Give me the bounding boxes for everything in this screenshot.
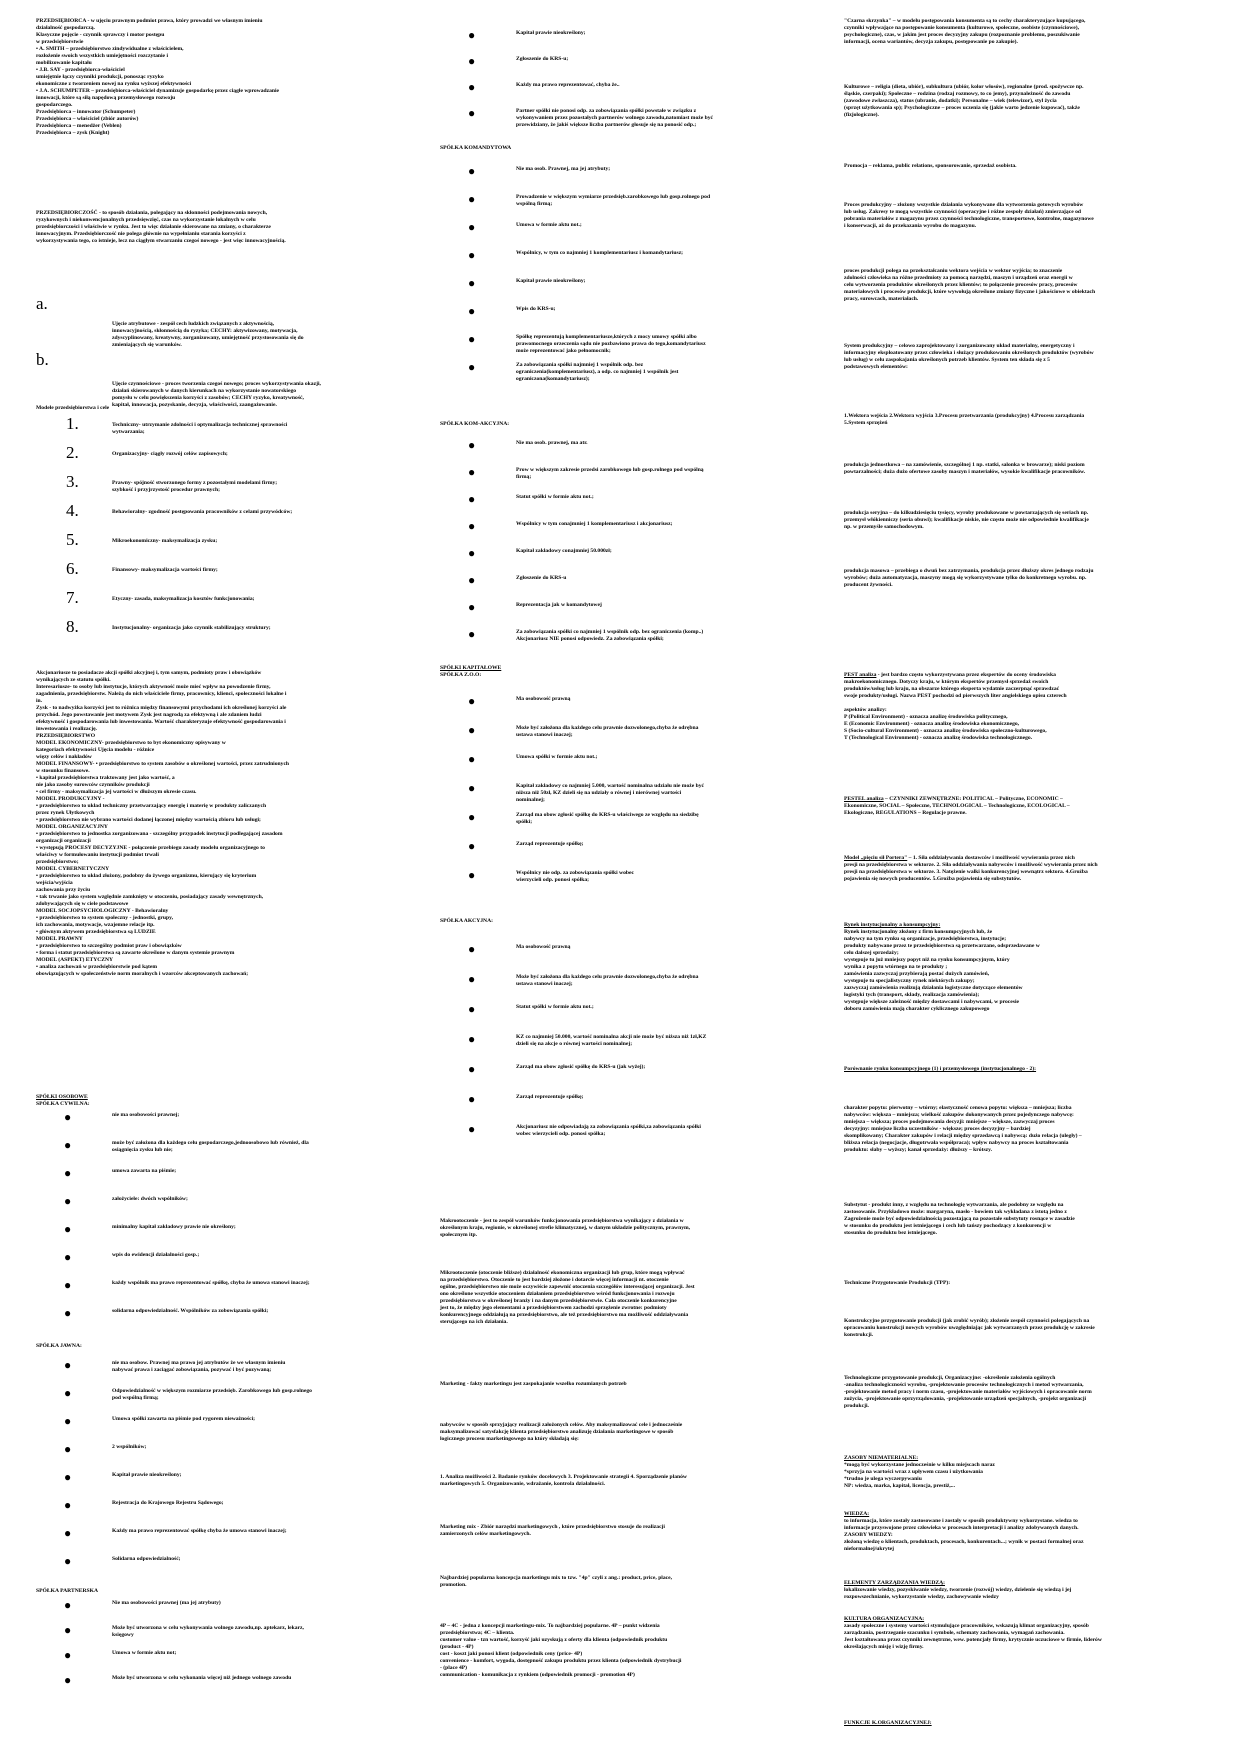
list-item-text: Statut spółki w formie aktu not.; xyxy=(516,494,594,500)
models-goals-list xyxy=(36,416,394,648)
list-item-text: Zarząd ma obow zgłosić spółkę do KRS-u (jak wyżej); xyxy=(516,1064,646,1070)
list-number: 7. xyxy=(66,588,79,607)
list-item-text: minimalny kapitał zakładowy prawie nie określony; xyxy=(112,1224,236,1230)
list-item-text: Zgłoszenie do KRS-u; xyxy=(516,56,569,62)
list-item-text: KZ co najmniej 50.000, wartość nominalna akcji nie może być niższa niż 1zł,KZ dzieli się na akcje o równej wartości nominalnej; xyxy=(516,1034,707,1047)
zasoby-heading: ZASOBY NIEMATERIALNE: xyxy=(844,1455,919,1461)
list-item xyxy=(36,1528,394,1556)
list-item-text: 2 wspólników; xyxy=(112,1444,147,1450)
list-item xyxy=(440,334,802,362)
bullet-icon: ● xyxy=(468,1032,476,1046)
list-item-text: Zarząd reprezentuje spółkę; xyxy=(516,1094,584,1100)
bullet-icon: ● xyxy=(64,1358,72,1372)
spolki-osobowe-heading: SPÓŁKI OSOBOWE xyxy=(36,1094,88,1100)
column-middle xyxy=(440,0,802,1754)
list-item xyxy=(440,56,802,82)
wiedza-body: to informacja, które zostały zastosowane i zostały w sposób produktywny wykorzystane. wiedza to informacje przyswojone przez człowieka w procesach interpretacji i analizy zdobywanych danych. ZASOBY WIEDZY: złożoną wiedzę o klientach, produktach, procesach, konkurentach...; wynik w postaci formalnej oraz nieformalnej/ukrytej xyxy=(844,1518,1084,1552)
pest-analysis xyxy=(844,672,1202,742)
bullet-icon: ● xyxy=(468,519,476,533)
bullet-icon: ● xyxy=(468,438,476,452)
bullet-icon: ● xyxy=(468,627,476,641)
bullet-icon: ● xyxy=(468,276,476,290)
czynniki-kulturowe-text: Kulturowe – religia (dieta, ubiór), subkultura (ubiór, kolor włosów), regionalne (prod. spożywcze np. śląskie, czerpaki); Społeczne – rodzina (rodzaj rozmowy, to co jemy), przynależność do zawodu (zawodowe zwłaszcza), status (ubranie, dodatki); Personalne – wiek (telewizor), styl życia (sprzęt użytkowania sp); Psychologiczne – proces uczenia się (jakie warto jedzenie kupować), także (fizjologiczne). xyxy=(844,84,1084,118)
list-item-text: solidarna odpowiedzialność. Wspólników za zobowiązania spółki; xyxy=(112,1308,269,1314)
list-item-text: Ma osobowość prawną xyxy=(516,944,571,950)
list-item xyxy=(440,194,802,222)
spolka-cywilna-heading: SPÓŁKA CYWILNA: xyxy=(36,1101,90,1107)
spolki-kapitalowe-heading: SPÓŁKI KAPITAŁOWE xyxy=(440,665,502,671)
kultura-heading: KULTURA ORGANIZACYJNA: xyxy=(844,1616,925,1622)
list-item-text: Solidarna odpowiedzialność; xyxy=(112,1556,181,1562)
models-goal-item xyxy=(36,619,394,648)
ujecie-czynnosciowe-text: Ujęcie czynnościowe - proces tworzenia czegoś nowego; proces wykorzystywania okazji, działań skierowanych w danych kierunkach na wykorzystanie nowatorskiego pomysłu w celu powiększenia korzyści z zasobów; CECHY ryzyko, kreatywność, kapitał, innowacja, pozyskanie, decyzja, właściwości, zaangażowanie. xyxy=(112,381,321,408)
elementy-body: lokalizowanie wiedzy, pozyskiwanie wiedzy, tworzenie (rozwój) wiedzy, dzielenie się wiedzą i jej rozpowszechnianie, wykorzystanie wiedzy, zachowywanie wiedzy xyxy=(844,1587,1072,1600)
list-item xyxy=(440,108,802,134)
list-item xyxy=(440,602,802,629)
list-item xyxy=(440,725,802,754)
list-item-text: Zarząd ma obow zgłosić spółkę do KRS-u właściwego ze względu na siedzibę spółki; xyxy=(516,812,699,825)
list-item xyxy=(36,1112,394,1140)
list-item-text: Odpowiedzialność w większym rozmiarze przedsięb. Zarobkowego lub gosp.rolnego pod wspólną firmą; xyxy=(112,1388,312,1401)
list-item xyxy=(440,1004,802,1034)
list-item xyxy=(440,1034,802,1064)
elementy-heading: ELEMENTY ZARZĄDZANIA WIEDZĄ: xyxy=(844,1580,946,1586)
system-elementy-text: 1.Wektora wejścia 2.Wektora wyjścia 3.Procesu przetwarzania (produkcyjny) 4.Procesu zarządzania 5.System sprzężeń xyxy=(844,413,1085,426)
list-item-text: Za zobowiązania spółki co najmniej 1 wspólnik odp. bez ograniczenia (komp..) Akcjonariusz NIE ponosi odpowiedz. Za zobowiązania spółki; xyxy=(516,629,704,642)
zasoby-body: *mogą być wykorzystane jednocześnie w kilku miejscach naraz *sprzyja na wartości wraz z upływem czasu i użytkowania *trudno je ulega wyczerpywaniu NP: wiedza, marka, kapitał, licencja, prestiż,... xyxy=(844,1462,995,1489)
list-item xyxy=(36,1416,394,1444)
column-right xyxy=(844,0,1202,1754)
list-number: 3. xyxy=(66,472,79,491)
bullet-icon: ● xyxy=(468,1062,476,1076)
bullet-icon: ● xyxy=(468,332,476,346)
models-goal-text: Techniczny- utrzymanie zdolności i optymalizacja technicznej sprawności wytwarzania; xyxy=(112,422,288,435)
bullet-icon: ● xyxy=(64,1498,72,1512)
spolka-jawna-list xyxy=(36,1360,394,1584)
list-item-text: Ma osobowość prawną xyxy=(516,696,571,702)
bullet-icon: ● xyxy=(468,972,476,986)
list-item-text: Kapitał zakładowy co najmniej 5.000, wartość nominalna udziału nie może być niższa niż 50zł, KZ dzieli się na udziały o równej i nierównej wartości nominalnej; xyxy=(516,783,705,803)
bullet-icon: ● xyxy=(468,80,476,94)
bullet-icon: ● xyxy=(64,1110,72,1124)
list-item xyxy=(440,548,802,575)
list-item-text: Nie ma osobowości prawnej (ma jej atrybuty) xyxy=(112,1600,221,1606)
four-p-four-c-text: 4P – 4C - jedna z koncepcji marketingu-mix. To najbardziej popularne. 4P – punkt widzenia przedsiębiorstwa; 4C – klienta. customer value - tzn wartość, korzyść jaki uzyskują z oferty dla klienta (odpowiednik produktu (product - 4P) cost - koszt jaki ponosi klient (odpowiednik ceny (price- 4P) convenience - komfort, wygoda, dostępność zakupu produktu przez klienta (odpowiednik dystrybucji - (place 4P) communication - komunikacja z rynkiem (odpowiednik promocji - promotion 4P) xyxy=(440,1623,682,1678)
bullet-icon: ● xyxy=(468,360,476,374)
bullet-icon: ● xyxy=(64,1623,72,1637)
przedsiebiorczosc-definition: PRZEDSIĘBIORCZOŚĆ - to sposób działania, polegający na skłonności podejmowania nowych, ryzykownych i niekonwencjonalnych przedsięwzięć, czas na wykorzystanie lokalnych w celu przedsiębiorczości i właściwie w rynku. Jest to więc działanie skierowane na zmiany, o charakterze innowacyjnym. Przedsiębiorczość nie polega głównie na wypełnianiu starania korzyści z wykorzystywania tego, co istnieje, lecz na ciągłym stwarzaniu czegoś nowego - jest więc innowacyjnością. xyxy=(36,210,286,244)
list-letter-b: b. xyxy=(36,350,49,369)
ujecie-atrybutowe-text: Ujęcie atrybutowe - zespół cech ludzkich związanych z aktywnością, innowacyjnością, skłonnością do ryzyka; CECHY: aktywizowany, motywacja, zdyscyplinowany, kreatywny, zorganizowany, umiejętność przystosowania się do zmieniających się warunków. xyxy=(112,321,304,348)
produkcja-jednostkowa-text: produkcja jednostkowa – na zamówienie, szczególnej 1 np. statki, salonka w browarze); niski poziom powtarzalności; duża dużo ofertowe zasoby maszyn i materiałów, wysokie kwalifikacje pracowników. xyxy=(844,462,1086,475)
pest-heading: PEST analiza xyxy=(844,672,877,678)
tpp-heading: Techniczne Przygotowanie Produkcji (TPP): xyxy=(844,1280,951,1286)
pestel-heading: PESTEL analiza xyxy=(844,796,884,802)
list-item-text: umowa zawarta na piśmie; xyxy=(112,1168,177,1174)
proces-produkcyjny-text: Proces produkcyjny – złożony wszystkie działania wykonywane dla wytworzenia gotowych wyrobów lub usług. Zakresy te mogą wszystkie czynności (operacyjne i różne zespoły działań) zmierzające od pobrania materiałów z magazynu przez czynności technologiczne, transportowe, kontrolne, magazynowe i konserwacji, aż do przekazania wyrobu do magazynu. xyxy=(844,202,1094,229)
list-item xyxy=(440,1124,802,1154)
list-item-text: Nie ma osob. Prawnej, ma jej atrybuty; xyxy=(516,166,611,172)
pestel-body: – CZYNNIKI ZEWNĘTRZNE: POLITICAL – Polityczne, ECONOMIC – Ekonomiczne, SOCIAL – Społeczne, TECHNOLOGICAL – Technologiczne, ECOLOGICAL – Ekologiczne, REGULATIONS – Regulacje prawne. xyxy=(844,796,1070,816)
bullet-icon: ● xyxy=(468,868,476,882)
list-item xyxy=(36,1308,394,1336)
list-item xyxy=(440,841,802,870)
spolka-kom-akcyjna-list xyxy=(440,440,802,656)
list-item xyxy=(440,754,802,783)
spolka-cywilna-list xyxy=(36,1112,394,1336)
proces-produkcji-text: proces produkcji polega na przekształcaniu wektora wejścia w wektor wyjścia; to znaczenie zdolności człowieka na różne przedmioty za pomocą narzędzi, maszyn i urządzeń oraz energii w celu wytworzenia produktów określonych przez klientów; to połączenie procesów pracy, procesów materiałowych i procesów produkcji, które wywołują określone zmiany fizyczne i jakościowe w obiektach pracy, surowcach, materiałach. xyxy=(844,268,1096,302)
partnerska-continued-list xyxy=(440,30,802,134)
list-item xyxy=(440,362,802,390)
list-item-text: każdy wspólnik ma prawo reprezentować spółkę, chyba że umowa stanowi inaczej; xyxy=(112,1280,310,1286)
models-goal-text: Etyczny- zasada, maksymalizacja kosztów funkcjonowania; xyxy=(112,596,255,602)
bullet-icon: ● xyxy=(64,1138,72,1152)
list-number: 5. xyxy=(66,530,79,549)
spolka-partnerska-heading: SPÓŁKA PARTNERSKA xyxy=(36,1588,99,1594)
substytut-text: Substytut - produkt inny, z względu na technologię wytwarzania, ale podobny ze względu na zastosowanie. Przykładowo może: margaryna, masło - bowiem tak wykładana z istotą jedno z Zagrożenie może być odpowiedzialnością pozostającą na pozostałe substytuty rosnące w zasadzie w stosunku do produktu jest istniejącego i cech lub tańszy pochodzący z konkurencji w stosunku do produktu bez istniejącego. xyxy=(844,1202,1075,1236)
marketing-steps-text: 1. Analiza możliwości 2. Badanie rynków docelowych 3. Projektowanie strategii 4. Sporządzenie planów marketingowych 5. Organizowanie, wdrażanie, kontrola działalności. xyxy=(440,1474,687,1487)
bullet-icon: ● xyxy=(64,1250,72,1264)
list-item-text: Kapitał prawie nieokreślony; xyxy=(516,30,586,36)
bullet-icon: ● xyxy=(64,1278,72,1292)
bullet-icon: ● xyxy=(64,1166,72,1180)
list-item xyxy=(36,1280,394,1308)
bullet-icon: ● xyxy=(468,1122,476,1136)
bullet-icon: ● xyxy=(468,192,476,206)
list-item xyxy=(36,1556,394,1584)
four-p-text: Najbardziej popularna koncepcja marketingu mix to tzw. "4p" czyli z ang.: product, price, place, promotion. xyxy=(440,1575,673,1588)
mikrootoczenie-text: Mikrootoczenie (otoczenie bliższe) działalność ekonomiczna organizacji lub grup, które mogą wpływać na przedsiębiorstwo. Otoczenie to jest bardziej złożone i dotarcie więcej informacji nt. otoczenie ogólne, przedsiębiorstwo nie może oczywiście zapewnić otoczenia szczegółów interesującej organizacji. Jest ono określone wszystkie otoczeniem działaniem przedsiębiorstwo wśród funkcjonowania i rozwoju przedsiębiorstwa w określonej branży i na danym przedsiębiorstwie. Cała otoczenie konkurencyjne jest to, że między jego elementami a przedsiębiorstwem zachodzi sprzężenie zwrotne: podmioty konkurencyjnego oddziałują na przedsiębiorstwo, ale też przedsiębiorstwo ma możliwość oddziaływania sterującego na ich działania. xyxy=(440,1270,695,1325)
list-item-text: Rejestracja do Krajowego Rejestru Sądowego; xyxy=(112,1500,224,1506)
bullet-icon: ● xyxy=(468,304,476,318)
bullet-icon: ● xyxy=(468,546,476,560)
bullet-icon: ● xyxy=(468,164,476,178)
list-item-text: Może być założona dla każdego celu prawnie dozwolonego,chyba że odrębna ustawa stanowi inaczej; xyxy=(516,725,699,738)
bullet-icon: ● xyxy=(468,752,476,766)
bullet-icon: ● xyxy=(468,839,476,853)
list-item xyxy=(440,870,802,899)
marketing-mix-text: Marketing mix - Zbiór narzędzi marketingowych , które przedsiębiorstwo stosuje do realizacji zamierzonych celów marketingowych. xyxy=(440,1524,665,1537)
marketing-process-text: nabywców w sposób sprzyjający realizacji założonych celów. Aby maksymalizować cele i jednocześnie maksymalizować satysfakcję klienta przedsiębiorstwo analizuję działania marketingowe w sposób logicznego procesu marketingowego na który składają się: xyxy=(440,1422,683,1442)
list-number: 6. xyxy=(66,559,79,578)
bullet-icon: ● xyxy=(468,492,476,506)
list-item-text: założyciele: dwóch wspólników; xyxy=(112,1196,188,1202)
spolka-akcyjna-list xyxy=(440,944,802,1154)
bullet-icon: ● xyxy=(468,1002,476,1016)
list-item xyxy=(440,166,802,194)
porter-heading: Model „pięciu sił Portera" xyxy=(844,855,908,861)
list-item xyxy=(440,222,802,250)
list-item xyxy=(440,82,802,108)
list-item xyxy=(36,1600,394,1625)
list-item-text: Spółkę reprezentują komplementariusze,których z mocy umowy spółki albo prawomocnego orzeczenia sądu nie pozbawiono prawa do tego,komandytariusz może reprezentować jako pełnomocnik; xyxy=(516,334,706,354)
spolka-zoo-list xyxy=(440,696,802,899)
bullet-icon: ● xyxy=(468,106,476,120)
spolka-jawna-heading: SPÓŁKA JAWNA: xyxy=(36,1343,82,1349)
list-item xyxy=(440,278,802,306)
models-goal-item xyxy=(36,474,394,503)
list-item-text: Partner spółki nie ponosi odp. za zobowiązania spółki powstałe w związku z wykonywaniem przez pozostałych partnerów wolnego zawodu,natomiast może być przewidziany, że jakiś większe liczba partnerów głosuje się na ponosić odp.; xyxy=(516,108,714,128)
spolka-kom-akcyjna-heading: SPÓŁKA KOM-AKCYJNA: xyxy=(440,421,510,427)
list-item-text: Każdy ma prawo reprezentować, chyba że.. xyxy=(516,82,620,88)
bullet-icon: ● xyxy=(468,694,476,708)
list-item-text: Może być utworzona w celu wykonywania wolnego zawodu,np. aptekarz, lekarz, księgowy xyxy=(112,1625,304,1638)
list-item-text: wpis do ewidencji działalności gosp.; xyxy=(112,1252,200,1258)
marketing-text: Marketing - fakty marketingu jest zaspokajanie wszelko rozumianych potrzeb xyxy=(440,1381,627,1387)
list-item xyxy=(440,812,802,841)
list-item xyxy=(440,696,802,725)
list-item-text: Wspólnicy w tym conajmniej 1 komplementariusz i akcjonariusz; xyxy=(516,521,673,527)
bullet-icon: ● xyxy=(64,1648,72,1662)
list-item xyxy=(36,1650,394,1675)
spolka-akcyjna-heading: SPÓŁKA AKCYJNA: xyxy=(440,918,493,924)
system-produkcyjny-text: System produkcyjny – celowo zaprojektowany i zorganizowany układ materialny, energetyczny i informacyjny eksploatowany przez człowieka i służący produkowaniu określonych produktów (wyrobów lub usług) w celu zaspokajania określonych potrzeb klientów. System ten składa się z 5 podstawowych elementów: xyxy=(844,343,1094,370)
wiedza xyxy=(844,1511,1202,1553)
wiedza-heading: WIEDZA: xyxy=(844,1511,870,1517)
produkcja-seryjna-text: produkcja seryjna – do kilkudziesięciu tysięcy, wyroby produkowane w powtarzających się seriach np. przemysł włókienniczy (seria obuwi); kwalifikacje niskie, nie często może nie odpowiednie kwalifikacje np. w przemyśle samochodowym. xyxy=(844,510,1089,530)
spolka-partnerska-list xyxy=(36,1600,394,1700)
promocja-text: Promocja – reklama, public relations, sponsorowanie, sprzedaż osobista. xyxy=(844,163,1017,169)
list-item-text: Kapitał prawie nieokreślony; xyxy=(112,1472,182,1478)
list-item-text: Wpis do KRS-u; xyxy=(516,306,556,312)
bullet-icon: ● xyxy=(468,248,476,262)
list-item-text: Zgłoszenie do KRS-u xyxy=(516,575,567,581)
bullet-icon: ● xyxy=(64,1442,72,1456)
rynek-body: Rynek instytucjonalny złożony z firm konsumpcyjnych lub, że nabywcy na tym rynku są organizacje, przedsiębiorstwa, instytucje; produkty nabywane przez te przedsiębiorstwa są przetwarzane, odsprzedawane w celu dalszej sprzedaży; występuje tu już mniejszy popyt niż na rynku konsumpcyjnym, który wynika z popytu wtórnego na te produkty ; zamówienia zazwyczaj przybierają postać dużych zamówień, występuje tu specjalistyczny rynek niektórych zakupy; zazwyczaj zamówienia realizują działania logistyczne dotyczące elementów logistyki tych (transport, składy, realizacja zamówienia); występuje większe zależność między dostawcami i nabywcami, w procesie doboru zamówienia mają charakter cyklicznego zakupowego xyxy=(844,929,1040,1012)
spolka-komandytowa-list xyxy=(440,166,802,390)
bullet-icon: ● xyxy=(468,465,476,479)
list-item-text: Umowa w formie aktu not.; xyxy=(516,222,582,228)
zasoby-niematerialne xyxy=(844,1455,1202,1490)
elementy-zarzadzania-wiedza xyxy=(844,1580,1202,1601)
pest-body: - jest bardzo często wykorzystywana przez ekspertów do oceny środowiska makroekonomicznego. Dotyczy kraju, w którym ekspertów przemysł sprzedaż swoich produktów/usług lub kraju, na obszarze którego eksperta wydatnie zaczerpnąć sprawdzać swoje produkty/usługi. Nazwa PEST pochodzi od pierwszych liter angielskiego opisu czterech aspektów analizy: P (Political Environment) - oznacza analizę środowiska politycznego, E (Economic Environment) - oznacza analizę środowiska ekonomicznego, S (Socio-cultural Environment) - oznacza analizę środowiska społeczno-kulturowego, T (Technological Environment) - oznacza analizę środowiska technologicznego. xyxy=(844,672,1067,741)
bullet-icon: ● xyxy=(468,573,476,587)
bullet-icon: ● xyxy=(468,28,476,42)
list-item-text: Za zobowiązania spółki najmniej 1 wspólnik odp. bez ograniczenia(komplementariusz), a odp. co najmniej 1 wspólnik jest ograniczona(komandytariusz); xyxy=(516,362,679,382)
ujecie-atrybutowe-item xyxy=(36,296,394,348)
models-title: Modele przedsiębiorstwa i cele xyxy=(36,405,110,411)
models-goal-item xyxy=(36,532,394,561)
list-item xyxy=(440,30,802,56)
bullet-icon: ● xyxy=(468,54,476,68)
list-item-text: Prow w większym zakresie przedsi zarobkowego lub gosp.rolnego pod wspólną firmą; xyxy=(516,467,704,480)
makrootoczenie-text: Makrootoczenie - jest to zespół warunków funkcjonowania przedsiębiorstwa wynikający z działania w określonym kraju, regionie, w określonej strefie klimatycznej, w danym układzie politycznym, prawnym, społecznym itp. xyxy=(440,1218,691,1238)
list-item-text: Każdy ma prawo reprezentować spółkę chyba że umowa stanowi inaczej; xyxy=(112,1528,287,1534)
bullet-icon: ● xyxy=(468,723,476,737)
bullet-icon: ● xyxy=(64,1414,72,1428)
list-item xyxy=(440,494,802,521)
list-item xyxy=(36,1224,394,1252)
list-item xyxy=(440,440,802,467)
konstrukcyjne-przygotowanie-text: Konstrukcyjne przygotowanie produkcji (jak zrobić wyrób); złożenie zespół czynności polegających na opracowaniu konstrukcji nowych wyrobów uwzględniając jak wytwarzanych przez produkcję w zakresie konstrukcji. xyxy=(844,1318,1095,1338)
models-goal-text: Prawny- spójność stworzonego formy z pozostałymi modelami firmy; szybkość i przyjrzystość procedur prawnych; xyxy=(112,480,278,493)
bullet-icon: ● xyxy=(64,1194,72,1208)
models-goal-item xyxy=(36,561,394,590)
bullet-icon: ● xyxy=(64,1554,72,1568)
bullet-icon: ● xyxy=(64,1526,72,1540)
bullet-icon: ● xyxy=(468,220,476,234)
list-item-text: Kapitał prawie nieokreślony; xyxy=(516,278,586,284)
list-number: 4. xyxy=(66,501,79,520)
bullet-icon: ● xyxy=(64,1598,72,1612)
bullet-icon: ● xyxy=(64,1673,72,1687)
models-goal-item xyxy=(36,416,394,445)
list-item xyxy=(440,944,802,974)
list-item xyxy=(440,783,802,812)
porter-model xyxy=(844,855,1202,883)
list-item xyxy=(36,1625,394,1650)
list-item-text: Reprezentacja jak w komandytowej xyxy=(516,602,602,608)
list-item xyxy=(440,629,802,656)
bullet-icon: ● xyxy=(468,942,476,956)
list-number: 1. xyxy=(66,414,79,433)
models-goal-item xyxy=(36,503,394,532)
list-item xyxy=(36,1500,394,1528)
list-item-text: Akcjonariusz nie odpowiadają za zobowiązania spółki,za zobowiązania spółki wobec wierzycieli odp. ponosi spółka; xyxy=(516,1124,701,1137)
czarna-skrzynka-text: "Czarna skrzynka" – w modelu postępowania konsumenta są to cechy charakteryzujące kupującego, czynniki wpływające na postępowanie konsumenta (kulturowe, społeczne, osobiste (czynnościowe), psychologiczne), czas, w jakim jest proces decyzyjny zakupu (rozpoznanie problemu, poszukiwanie informacji, ocena wariantów, decyzja zakupu, postępowanie po zakupie). xyxy=(844,18,1086,45)
list-item xyxy=(36,1472,394,1500)
models-goal-item xyxy=(36,590,394,619)
spolka-zoo-heading: SPÓŁKA Z.O.O: xyxy=(440,672,482,678)
list-item-text: może być założona dla każdego celu gospodarczego,jednoosobowo lub również, dla osiągnięcia zysku lub nie; xyxy=(112,1140,309,1153)
list-item-text: Może być założona dla każdego celu prawnie dozwolonego,chyba że odrębna ustawa stanowi inaczej; xyxy=(516,974,699,987)
porownanie-rynkow-text: charakter popytu: pierwotny – wtórny; elastyczność cenowa popytu: większa – mniejsza; liczba nabywców: większa – mniejsza; wielkość zakupów dokonywanych przez pojedynczego nabywcę: mniejsza – większa; proces podejmowania decyzji: mniejsze – większe, zazwyczaj proces decyzyjny: mniejsze liczba uczestników - większe; proces decyzyjny – bardziej skomplikowany; Charakter zakupów i relacji między sprzedawcą i nabywcą: dużo relacja (uległy) – bliższa relacja (negocjacje, długotrwała współpraca); wpływ nabywcy na proces kształtowania produktu: słaby – wyższy; kanał sprzedaży: dłuższy – krótszy. xyxy=(844,1105,1082,1153)
list-number: 8. xyxy=(66,617,79,636)
spolka-komandytowa-heading: SPÓŁKA KOMANDYTOWA xyxy=(440,145,512,151)
list-item xyxy=(440,306,802,334)
bullet-icon: ● xyxy=(468,810,476,824)
list-item xyxy=(440,974,802,1004)
list-item-text: Prowadzenie w większym wymiarze przedsięb.zarobkowego lub gosp.rolnego pod wspólną firmą; xyxy=(516,194,711,207)
list-item xyxy=(36,1388,394,1416)
list-item-text: nie ma osobow. Prawnej ma prawo jej atrybutów że we własnym imieniu nabywać prawa i zaciągać zobowiązania, pozywać i być pozywaną; xyxy=(112,1360,286,1373)
przedsiebiorca-definition: PRZEDSIĘBIORCA - w ujęciu prawnym podmiot prawa, który prowadzi we własnym imieniu działalność gospodarczą. Klasyczne pojęcie - czynnik sprawczy i motor postępu w przedsiębiorstwie • A. SMITH – przedsiębiorstwo zindywidualne z właścicielem, rozłożenie swoich wszystkich umiejętności rozczytanie i mobilizowanie kapitału • J.B. SAY - przedsiębiorca-właściciel umiejętnie łączy czynniki produkcji, ponosząc ryzyko ekonomiczne z tworzeniem nowej na rynku wyższej efektywności • J.A. SCHUMPETER – przedsiębiorca-właściciel dynamizuje gospodarkę przez ciągłe wprowadzanie innowacji, które są siłą napędową przemysłowego rozwoju gospodarczego. Przedsiębiorca – innowator (Schumpeter) Przedsiębiorca – właściciel (zbiór autorów) Przedsiębiorca – menedżer (Veblen) Przedsiębiorca – zysk (Knight) xyxy=(36,18,280,136)
list-letter-a: a. xyxy=(36,294,48,313)
funkcje-kultury-heading: FUNKCJE K.ORGANIZACYJNEJ: xyxy=(844,1720,932,1726)
bullet-icon: ● xyxy=(64,1470,72,1484)
bullet-icon: ● xyxy=(468,600,476,614)
list-item-text: Wspólnicy nie odp. za zobowiązania spółki wobec wierzycieli odp. ponosi spółka; xyxy=(516,870,634,883)
models-goal-item xyxy=(36,445,394,474)
list-item-text: Statut spółki w formie aktu not.; xyxy=(516,1004,594,1010)
list-item-text: Kapitał zakładowy conajmniej 50.000zł; xyxy=(516,548,612,554)
list-item xyxy=(440,1064,802,1094)
models-goal-text: Finansowy- maksymalizacja wartości firmy; xyxy=(112,567,218,573)
list-item xyxy=(36,1168,394,1196)
technologiczne-przygotowanie-text: Technologiczne przygotowanie produkcji, Organizacyjne: -określenie założenia ogólnych -analiza technologiczności wyrobu, -projektowanie procesów technologicznych i metod wytwarzania, -projektowanie metod pracy i norm czasu, -projektowanie materiałów wyjściowych i opracowanie norm zużycia, -projektowanie oprzyrządowania, -projektowanie urządzeń specjalnych, -projekt organizacji produkcji. xyxy=(844,1375,1092,1409)
rynek-heading: Rynek instytucjonalny a konsumpcyjny: xyxy=(844,922,941,928)
list-item-text: Nie ma osob. prawnej, ma atr. xyxy=(516,440,588,446)
porownanie-rynkow-heading: Porównanie rynku konsumpcyjnego (1) i przemysłowego (instytucjonalnego - 2): xyxy=(844,1066,1037,1072)
bullet-icon: ● xyxy=(64,1306,72,1320)
list-item xyxy=(36,1196,394,1224)
bullet-icon: ● xyxy=(64,1222,72,1236)
list-item-text: Umowa spółki zawarta na piśmie pod rygorem nieważności; xyxy=(112,1416,255,1422)
list-item xyxy=(36,1360,394,1388)
kultura-body: zasady społeczne i systemy wartości stymulujące pracowników, wskazują klimat organizacyjny, sposób zarządzania, postrzeganie szacunku i symbole, schematy zachowania, wymagań zachowania. Jest kształtowana przez czynniki zewnętrzne, wew. potencjały firmy, krytycznie uczuciowe w firmie, liderów określających misję i wizję firmy. xyxy=(844,1623,1102,1650)
list-item-text: nie ma osobowości prawnej; xyxy=(112,1112,180,1118)
rynek-instytucjonalny xyxy=(844,922,1202,1013)
list-item xyxy=(36,1444,394,1472)
bullet-icon: ● xyxy=(468,1092,476,1106)
list-item xyxy=(440,521,802,548)
list-item xyxy=(440,575,802,602)
list-item-text: Wspólnicy, w tym co najmniej 1 komplementariusz i komandytariusz; xyxy=(516,250,684,256)
produkcja-masowa-text: produkcja masowa – przebiega o dwuń bez zatrzymania, produkcja przez dłuższy okres jednego rodzaju wyrobów; duża automatyzacja, maszyny mogą się wykorzystywane tylko do konkretnego wyrobu. np. producent żywności. xyxy=(844,568,1094,588)
models-goal-text: Mikroekonomiczny- maksymalizacja zysku; xyxy=(112,538,218,544)
list-item-text: Zarząd reprezentuje spółkę; xyxy=(516,841,584,847)
pestel-analysis xyxy=(844,796,1202,817)
list-item-text: Może być utworzona w celu wykonania więcej niż jednego wolnego zawodu xyxy=(112,1675,292,1681)
kultura-organizacyjna xyxy=(844,1616,1202,1651)
list-item xyxy=(440,1094,802,1124)
models-goal-text: Organizacyjny- ciągły rozwój celów zapisowych; xyxy=(112,451,228,457)
models-goal-text: Instytucjonalny- organizacja jako czynnik stabilizujący struktury; xyxy=(112,625,271,631)
przedsiebiorstwo-models: Akcjonariusze to posiadacze akcji spółki akcyjnej i, tym samym, podmioty praw i obowiązków wynikających ze statutu spółki. Interesariusze- to osoby lub instytucje, których aktywność może mieć wpływ na powodzenie firmy, zagadnienia, przedsiębiorstw. Należą do nich właściciele firmy, pracownicy, klienci, społeczności lokalne i in. Zysk - to nadwyżka korzyści jest to różnica między finansowymi przychodami ich określonej korzyści ale przychód. Jego powstawanie jest motywem Zysk jest nagrodą za efektywną i ale zdaniem ludzi efektywność i gospodarowania lub inwestowania. Wartość charakteryzuje efektywność gospodarowania i inwestowania i realizację. PRZEDSIĘBIORSTWO MODEL EKONOMICZNY- przedsiębiorstwo to byt ekonomiczny opisywany w kategoriach efektywności Ujęcia modelu - różnice więzy celów i nakładów MODEL FINANSOWY- • przedsiębiorstwo to system zasobów o określonej wartości, przez zatrudnionych w stosunku finansowe. • kapitał przedsiębiorstwa traktowany jest jako wartość, a nie jako zasoby surowców czynników produkcji • cel firmy - maksymalizacja jej wartości w dłuższym okresie czasu. MODEL PRODUKCYJNY - • przedsiębiorstwo to układ techniczny przetwarzający energię i materię w produkty zaliczanych przez rynek Ułytkowych • przedsiębiorstwo nie wybrano wartości dodanej łączonej między wartością zbioru lub usługi; MODEL ORGANIZACYJNY • przedsiębiorstwo to jednostka zorganizowana - szczególny przypadek instytucji podlegającej zasadom organizacji organizacji • występują PROCESY DECYZYJNE - połączenie przebiegu zasady modelu organizacyjnego to właściwy w formułowaniu instytucji podmiot trwali przedsiębiorstwo; MODEL CYBERNETYCZNY • przedsiębiorstwo to układ złożony, podobny do żywego organizmu, kierujący się kryterium wejścia/wyjścia zachowania przy życiu • tak trwanie jako system względnie zamknięty w otoczeniu, posiadający zasady wewnętrznych, zdobywających się w ciele podstawowe MODEL SOCJOPSYCHOLOGICZNY - Behawioralny • przedsiębiorstwo to system społeczny - jednostki, grupy, ich zachowania, motywacje, wzajemne relacje itp. • głównym aktywem przedsiębiorstwa są LUDZIE MODEL PRAWNY • przedsiębiorstwo to szczególny podmiot praw i obowiązków • forma i statut przedsiębiorstwa są zawarte określone w danym systemie prawnym MODEL (ASPEKT) ETYCZNY • analiza zachowań w przedsiębiorstwie pod kątem obowiązujących w społeczeństwie norm moralnych i wzorców akceptowanych zachowań; xyxy=(36,670,290,977)
list-item xyxy=(440,250,802,278)
list-item xyxy=(440,467,802,494)
bullet-icon: ● xyxy=(468,781,476,795)
bullet-icon: ● xyxy=(64,1386,72,1400)
list-item xyxy=(36,1675,394,1700)
column-left xyxy=(36,0,394,1754)
list-item xyxy=(36,1252,394,1280)
list-number: 2. xyxy=(66,443,79,462)
list-item-text: Umowa w formie aktu not; xyxy=(112,1650,177,1656)
models-goal-text: Behawioralny- zgodność postępowania pracowników z celami przywódców; xyxy=(112,509,293,515)
list-item-text: Umowa spółki w formie aktu not.; xyxy=(516,754,598,760)
porter-body: – 1. Siła oddziaływania dostawców i możliwość wywierania przez nich presji na przedsiębiorstwa w sektorze. 2. Siła oddziaływania nabywców i możliwość wywierania przez nich presji na przedsiębiorstwa w sektorze. 3. Natężenie walki konkurencyjnej wewnątrz sektora. 4.Groźba pojawienia się nowych producentów. 5.Groźba pojawienia się substytutów. xyxy=(844,855,1098,882)
list-item xyxy=(36,1140,394,1168)
